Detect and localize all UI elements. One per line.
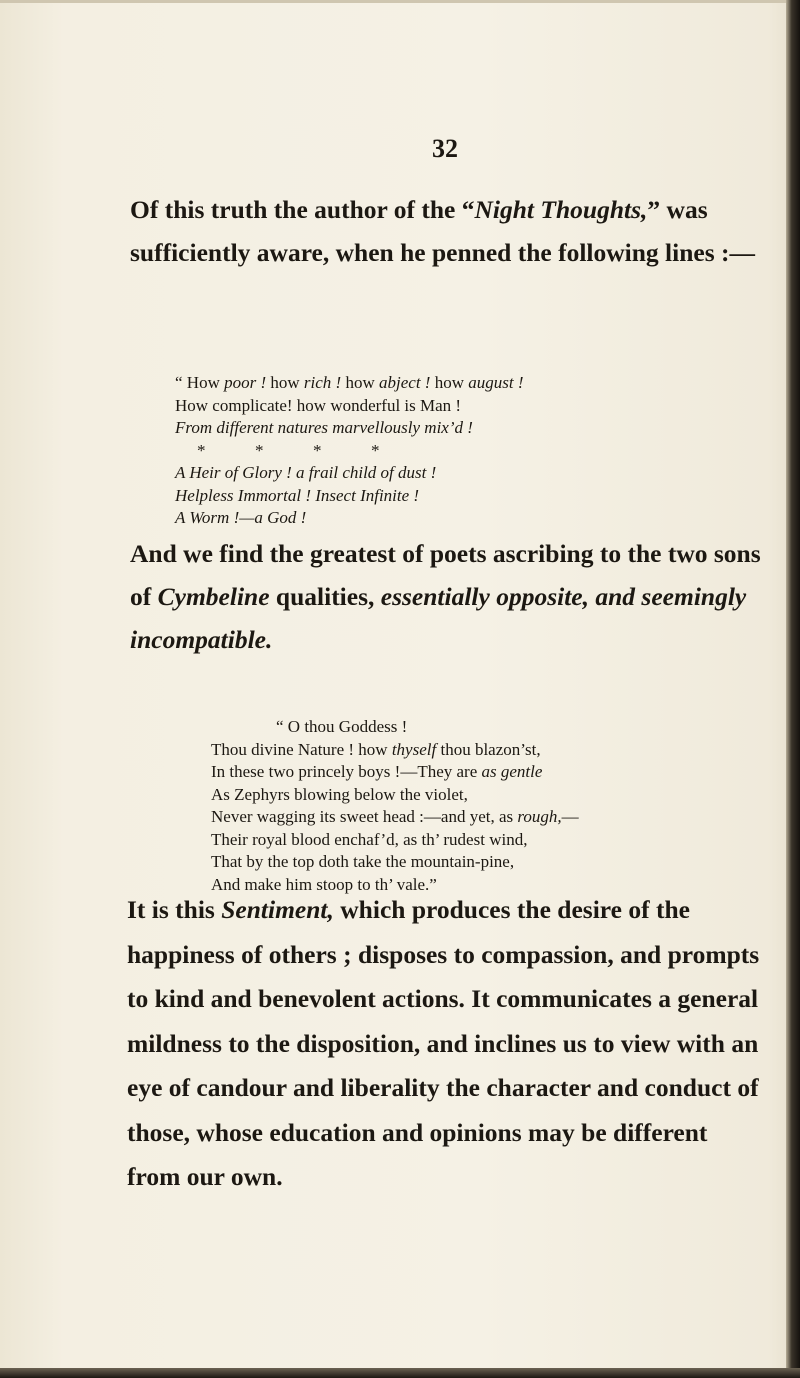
quote-2-line-2-it: thyself [391, 739, 437, 759]
paragraph-2 [130, 532, 770, 661]
quote-2-line-1: “ O thou Goddess ! [276, 717, 408, 736]
star-4: * [371, 440, 380, 460]
quote-2-line-2-end: thou blazon’st, [436, 739, 541, 759]
quote-2-line-4: As Zephyrs blowing below the violet, [211, 784, 468, 804]
quote-cymbeline [211, 716, 579, 896]
quote-2-line-2 [211, 739, 579, 762]
quote-1-line-1 [175, 372, 523, 395]
quote-1-line-2: How complicate! how wonderful is Man ! [175, 395, 462, 415]
quote-2-line-6: Their royal blood enchaf’d, as th’ rudest wind, [211, 829, 528, 849]
paragraph-2-mid: qualities, [269, 582, 381, 611]
quote-1-word-abject: abject ! [379, 373, 431, 392]
paragraph-3 [127, 888, 767, 1200]
quote-young [175, 372, 523, 530]
quote-1-line-3-text: From different natures marvellously mix’d ! [175, 418, 473, 437]
quote-1-line-1-pre: “ How [175, 373, 225, 392]
paragraph-1-title: Night Thoughts, [474, 195, 648, 224]
paragraph-3-emph: Sentiment, [221, 895, 334, 924]
quote-2-line-3 [211, 761, 579, 784]
quote-1-how-3: how [430, 373, 469, 392]
page-right-edge [786, 0, 800, 1378]
quote-2-line-2-a: Thou divine Nature ! how [211, 739, 392, 759]
quote-1-how-1: how [266, 373, 304, 392]
paragraph-2-name: Cymbeline [157, 582, 270, 611]
quote-2-line-5-it: rough, [517, 807, 562, 826]
quote-1-line-5 [175, 462, 523, 485]
quote-1-word-rich: rich ! [303, 373, 342, 392]
quote-1-line-3 [175, 417, 523, 440]
quote-2-line-5 [211, 806, 579, 829]
page-number: 32 [432, 134, 458, 163]
quote-1-line-6 [175, 485, 523, 508]
quote-2-line-3-a: In these two princely boys !—They are [211, 762, 482, 781]
quote-1-line-6-text: Helpless Immortal ! Insect Infinite ! [175, 485, 420, 505]
star-3: * [313, 440, 322, 460]
quote-1-line-7 [175, 507, 523, 530]
paragraph-1-tail: ” was sufficiently aware, when he penned the following lines :— [130, 195, 755, 267]
quote-2-line-7: That by the top doth take the mountain-pine, [211, 852, 515, 871]
quote-1-word-poor: poor ! [224, 373, 267, 392]
star-2: * [255, 440, 264, 460]
star-1: * [197, 440, 206, 460]
quote-2-line-8: And make him stoop to th’ vale.” [211, 874, 437, 894]
paragraph-3-lead: It is this [127, 895, 222, 924]
page-top-edge [0, 0, 800, 3]
paragraph-1-lead: Of this truth the author of the “ [130, 195, 475, 224]
quote-1-word-august: august ! [468, 373, 524, 392]
paragraph-3-tail: which produces the desire of the happiness of others ; disposes to compassion, and prompts to kind and benevolent actions. It communicates a general mildness to the disposition, and inclines us to view with an eye of candour and liberality the character and conduct of those, whose education and opinions may be different from our own. [127, 895, 760, 1191]
paragraph-2-emph: essentially opposite, and seemingly incompatible. [130, 582, 747, 654]
quote-2-line-3-it: as gentle [481, 762, 543, 781]
quote-1-line-7-text: A Worm !—a God ! [175, 508, 307, 527]
paragraph-1 [130, 188, 760, 274]
quote-2-line-5-a: Never wagging its sweet head :—and yet, as [211, 807, 518, 826]
quote-1-how-2: how [341, 373, 379, 392]
quote-2-line-5-end: — [561, 807, 579, 826]
quote-1-stars [175, 440, 523, 463]
quote-1-line-5-text: A Heir of Glory ! a frail child of dust ! [175, 463, 437, 482]
page-bottom-edge [0, 1368, 800, 1378]
paragraph-2-lead: And we find the greatest of poets ascribing to the two sons of [130, 539, 761, 611]
